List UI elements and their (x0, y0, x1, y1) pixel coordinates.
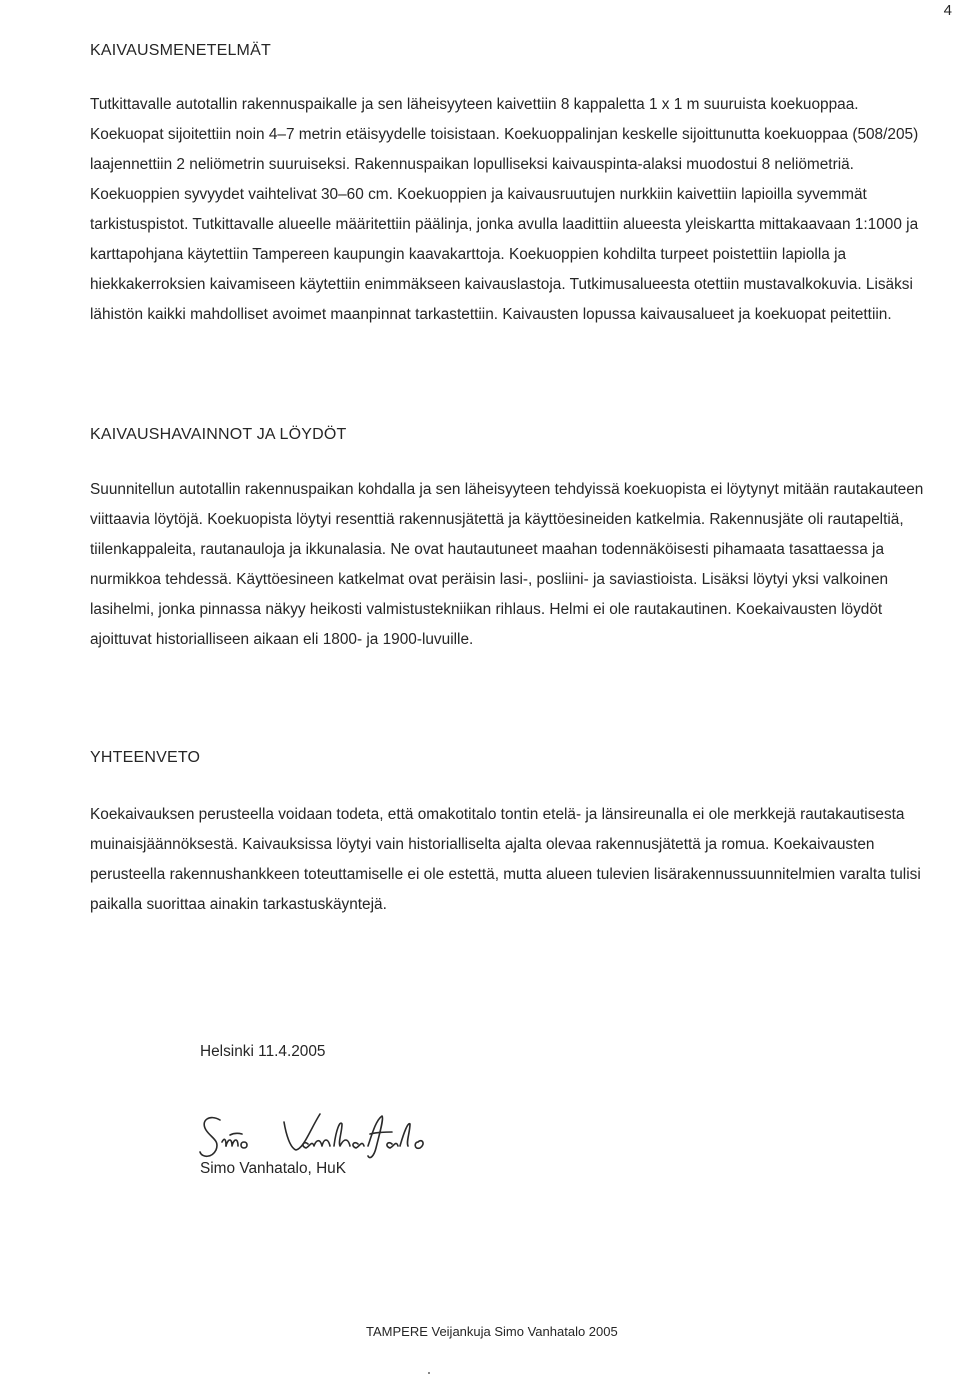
section-heading-methods: KAIVAUSMENETELMÄT (90, 42, 271, 59)
signer-name: Simo Vanhatalo, HuK (200, 1160, 347, 1177)
section-body-summary: Koekaivauksen perusteella voidaan todeta, että omakotitalo tontin etelä- ja länsireunalla ei ole merkkejä rautakautisesta muinaisjäännöksestä. Kaivauksissa löytyi vain historialliselta ajalta olevaa rakennusjätettä ja romua. Koekaivausten perusteella rakennushankkeen toteuttamiselle ei ole estettä, mutta alueen tulevien lisärakennussuunnitelmien varalta tulisi paikalla suorittaa ainakin tarkastuskäyntejä. (90, 806, 921, 913)
signature-image (196, 1108, 446, 1168)
page-footer: TAMPERE Veijankuja Simo Vanhatalo 2005 (366, 1324, 618, 1339)
section-body-methods: Tutkittavalle autotallin rakennuspaikalle ja sen läheisyyteen kaivettiin 8 kappaletta 1 x 1 m suuruista koekuoppaa. Koekuopat sijoitettiin noin 4–7 metrin etäisyydelle toisistaan. Koekuoppalinjan keskelle sijoittunutta koekuoppaa (508/205) laajennettiin 2 neliömetrin suuruiseksi. Rakennuspaikan lopulliseksi kaivauspinta-alaksi muodostui 8 neliömetriä. Koekuoppien syvyydet vaihtelivat 30–60 cm. Koekuoppien ja kaivausruutujen nurkkiin kaivettiin lapioilla syvemmät tarkistuspistot. Tutkittavalle alueelle määritettiin päälinja, jonka avulla laadittiin alueesta yleiskartta mittakaavaan 1:1000 ja karttapohjana käytettiin Tampereen kaupungin kaavakarttoja. Koekuoppien kohdilta turpeet poistettiin lapiolla ja hiekkakerroksien kaivamiseen käytettiin enimmäkseen kaivauslastoja. Tutkimusalueesta otettiin mustavalkokuvia. Lisäksi lähistön kaikki mahdolliset avoimet maanpinnat tarkastettiin. Kaivausten lopussa kaivausalueet ja koekuopat peitettiin. (90, 96, 919, 323)
section-heading-summary: YHTEENVETO (90, 749, 201, 766)
section-heading-findings: KAIVAUSHAVAINNOT JA LÖYDÖT (90, 426, 347, 443)
scan-speck (428, 1372, 430, 1374)
place-date: Helsinki 11.4.2005 (200, 1043, 326, 1060)
section-body-findings: Suunnitellun autotallin rakennuspaikan kohdalla ja sen läheisyyteen tehdyissä koekuopista ei löytynyt mitään rautakauteen viittaavia löytöjä. Koekuopista löytyi resenttiä rakennusjätettä ja käyttöesineiden katkelmia. Rakennusjäte oli rautapeltiä, tiilenkappaleita, rautanauloja ja ikkunalasia. Ne ovat hautautuneet maahan todennäköisesti pihamaata tasattaessa ja nurmikkoa tehdessä. Käyttöesineen katkelmat ovat peräisin lasi-, posliini- ja saviastioista. Lisäksi löytyi yksi valkoinen lasihelmi, jonka pinnassa näkyy heikosti valmistustekniikan rihlaus. Helmi ei ole rautakautinen. Koekaivausten löydöt ajoittuvat historialliseen aikaan eli 1800- ja 1900-luvuille. (90, 481, 924, 648)
page-number: 4 (943, 2, 952, 19)
